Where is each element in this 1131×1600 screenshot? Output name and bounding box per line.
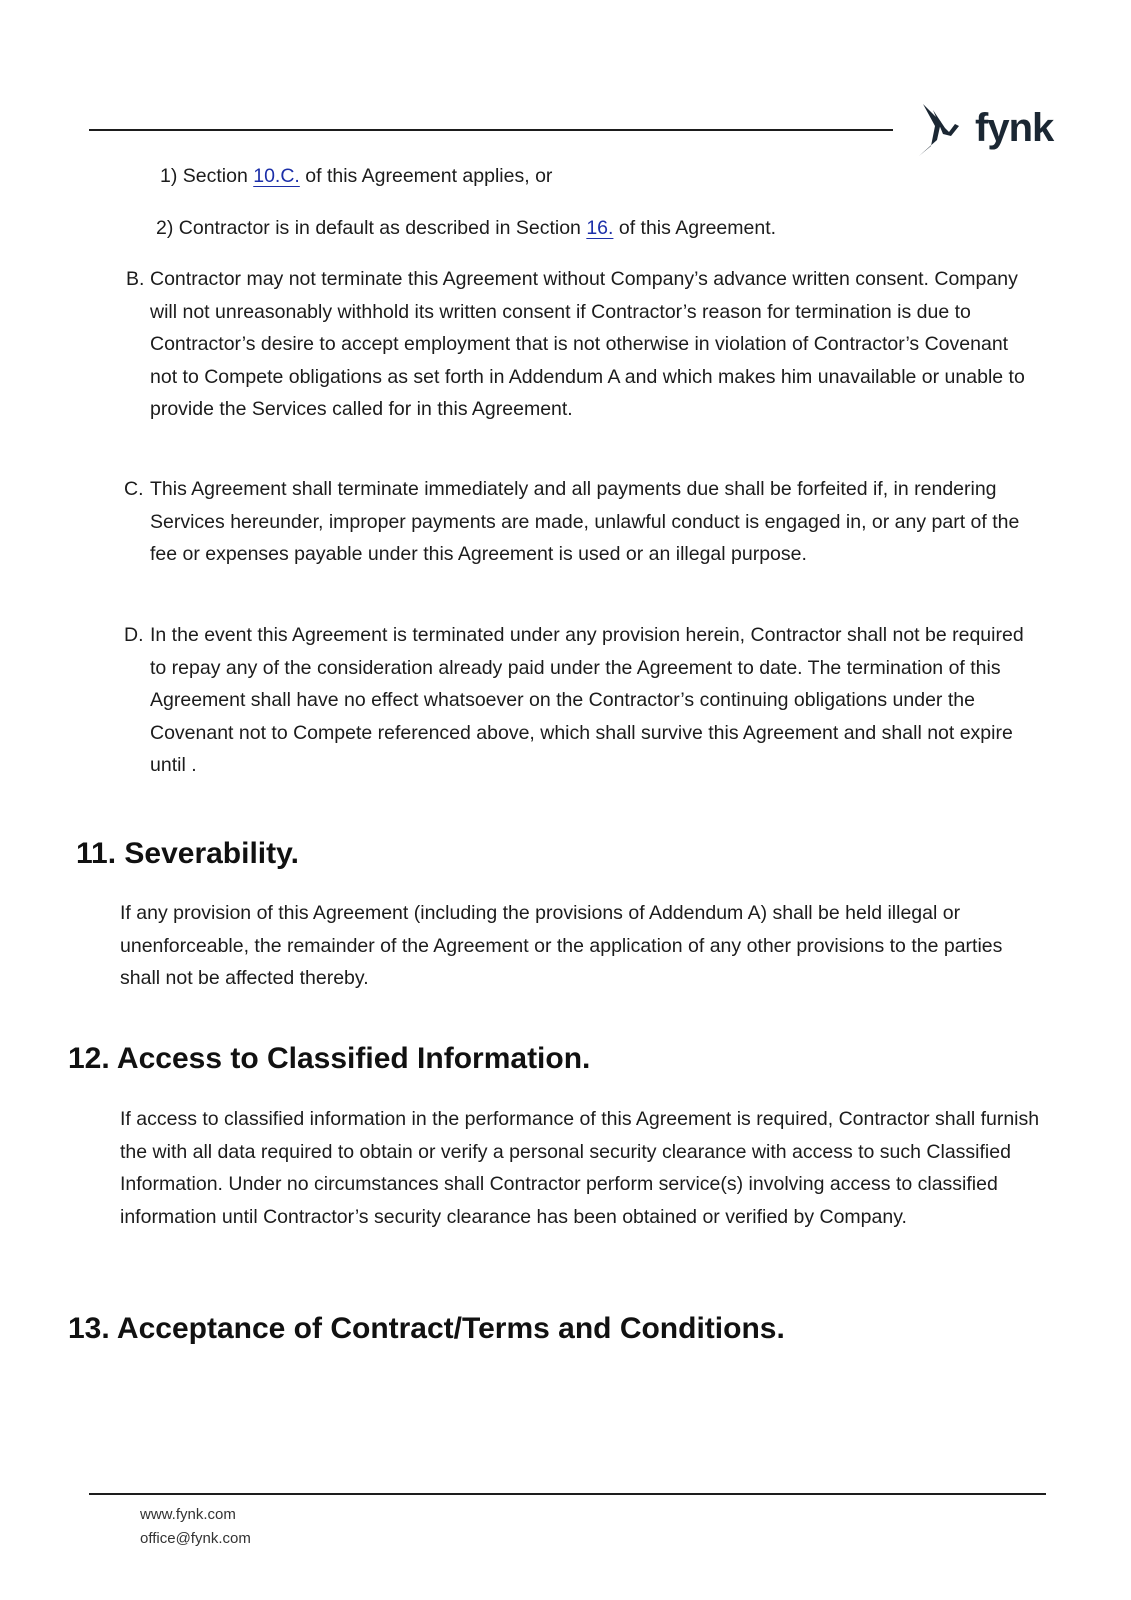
section-heading-12: 12. Access to Classified Information. xyxy=(68,1042,591,1075)
list-item-text: of this Agreement. xyxy=(618,217,777,239)
list-item-text: Contractor is in default as described in Section xyxy=(178,217,581,239)
section-heading-11: 11. Severability. xyxy=(76,837,299,870)
list-item-text: Section xyxy=(182,165,248,187)
section-link-16[interactable]: 16. xyxy=(586,217,614,239)
list-item-1 xyxy=(160,160,552,193)
clause-letter: B. xyxy=(126,268,145,290)
bird-icon xyxy=(919,104,971,160)
clause-b-text: Contractor may not terminate this Agreement without Company’s advance written consent. Company will not unreasonably withhold its written consent if Contractor’s reason for termination is due to Contractor’s desire to accept employment that is not otherwise in violation of Contractor’s Covenant not to Compete obligations as set forth in Addendum A and which makes him unavailable or unable to provide the Services called for in this Agreement. xyxy=(150,268,1025,420)
section-link-10c[interactable]: 10.C. xyxy=(253,165,300,187)
list-item-2 xyxy=(156,212,776,245)
clause-d-text: In the event this Agreement is terminated under any provision herein, Contractor shall not be required to repay any of the consideration already paid under the Agreement to date. The termination of this Agreement shall have no effect whatsoever on the Contractor’s continuing obligations under the Covenant not to Compete referenced above, which shall survive this Agreement and shall not expire until . xyxy=(150,624,1024,776)
header-divider xyxy=(89,129,893,131)
footer-website: www.fynk.com xyxy=(140,1506,236,1523)
brand-logo xyxy=(919,104,1054,160)
brand-name: fynk xyxy=(975,106,1054,150)
section-11-body: If any provision of this Agreement (including the provisions of Addendum A) shall be held illegal or unenforceable, the remainder of the Agreement or the application of any other provisions to the parties shall not be affected thereby. xyxy=(120,902,1003,989)
list-item-text: of this Agreement applies, or xyxy=(305,165,553,187)
footer-divider xyxy=(89,1493,1046,1495)
section-heading-13: 13. Acceptance of Contract/Terms and Conditions. xyxy=(68,1312,785,1345)
list-item-number: 2) xyxy=(156,217,174,239)
section-12-body: If access to classified information in the performance of this Agreement is required, Contractor shall furnish the with all data required to obtain or verify a personal security clearance with access to such Classified Information. Under no circumstances shall Contractor perform service(s) involving access to classified information until Contractor’s security clearance has been obtained or verified by Company. xyxy=(120,1108,1040,1228)
clause-letter: C. xyxy=(124,478,144,500)
footer-email: office@fynk.com xyxy=(140,1530,251,1547)
clause-letter: D. xyxy=(124,624,144,646)
list-item-number: 1) xyxy=(160,165,178,187)
clause-c-text: This Agreement shall terminate immediately and all payments due shall be forfeited if, in rendering Services hereunder, improper payments are made, unlawful conduct is engaged in, or any part of the fee or expenses payable under this Agreement is used or an illegal purpose. xyxy=(150,478,1020,565)
